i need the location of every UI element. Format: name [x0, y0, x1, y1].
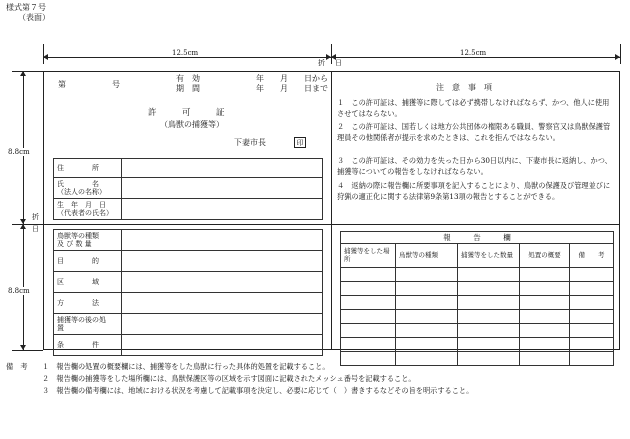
report-cell[interactable] [570, 352, 614, 366]
report-cell[interactable] [520, 282, 570, 296]
report-cell[interactable] [520, 324, 570, 338]
validity-from: 年 月 日から [256, 74, 328, 83]
validity-to: 年 月 日まで [256, 84, 328, 93]
note-item-1: １ この許可証は、捕獲等に際しては必ず携帯しなければならず、かつ、他人に使用させてはならない。 [337, 98, 610, 119]
report-col-place: 捕獲等をした場所 [341, 244, 396, 268]
remark-item-2: ２ 報告欄の捕獲等をした場所欄には、鳥獣保護区等の区域を示す図面に記載されたメッシュ番号を記載すること。 [42, 374, 416, 383]
row-label-name: 氏 名 （法人の名称） [54, 178, 122, 199]
report-cell[interactable] [341, 296, 396, 310]
report-cell[interactable] [396, 352, 458, 366]
report-cell[interactable] [396, 296, 458, 310]
report-cell[interactable] [570, 296, 614, 310]
remarks-label: 備 考 [6, 362, 28, 371]
report-cell[interactable] [570, 338, 614, 352]
report-cell[interactable] [520, 296, 570, 310]
width-right-label: 12.5cm [460, 49, 487, 57]
row-label-conditions: 条 件 [54, 335, 122, 356]
report-col-summary: 処置の概要 [520, 244, 570, 268]
permit-title: 許 可 証 [148, 108, 225, 118]
report-cell[interactable] [570, 324, 614, 338]
report-cell[interactable] [341, 324, 396, 338]
address-value[interactable] [122, 159, 323, 178]
fold-day-label-h: 日 [335, 59, 342, 67]
capture-table [53, 229, 323, 356]
height-top-label: 8.8cm [8, 148, 30, 156]
validity-label-1: 有 効 [176, 74, 200, 83]
remark-item-3: ３ 報告欄の備考欄には、地域における状況を考慮して記載事項を決定し、必要に応じて（ ）書きするなどその旨を明示すること。 [42, 386, 474, 395]
fold-middle-line [43, 224, 620, 225]
fold-label-v: 折 [32, 213, 39, 221]
validity-label-2: 期 間 [176, 84, 200, 93]
row-label-method: 方 法 [54, 293, 122, 314]
row-label-species: 鳥獣等の種類 及 び 数 量 [54, 230, 122, 251]
note-item-4: ４ 返納の際に報告欄に所要事項を記入することにより、鳥獣の保護及び管理並びに狩猟の適正化に関する法律第9条第13項の報告とすることができる。 [337, 181, 611, 202]
report-cell[interactable] [458, 352, 520, 366]
fold-label-h: 折 [318, 59, 325, 67]
conditions-value[interactable] [122, 335, 323, 356]
report-row [341, 268, 614, 282]
report-cell[interactable] [520, 338, 570, 352]
report-title: 報 告 欄 [341, 232, 614, 244]
name-value[interactable] [122, 178, 323, 199]
notes-title: 注 意 事 項 [436, 83, 492, 92]
seal-mark: 印 [294, 137, 306, 148]
report-cell[interactable] [341, 310, 396, 324]
report-cell[interactable] [458, 324, 520, 338]
report-cell[interactable] [458, 282, 520, 296]
purpose-value[interactable] [122, 251, 323, 272]
report-cell[interactable] [520, 268, 570, 282]
permit-number-label: 第 [58, 80, 66, 89]
report-cell[interactable] [570, 282, 614, 296]
report-cell[interactable] [341, 268, 396, 282]
applicant-table [53, 158, 323, 220]
report-cell[interactable] [396, 338, 458, 352]
report-table [340, 231, 614, 366]
width-left-label: 12.5cm [172, 49, 199, 57]
report-cell[interactable] [520, 352, 570, 366]
after-capture-value[interactable] [122, 314, 323, 335]
birthdate-value[interactable] [122, 199, 323, 220]
note-item-2: ２ この許可証は、国若しくは地方公共団体の権限ある職員、警察官又は鳥獣保護管理員その他関係者が提示を求めたときは、これを拒んではならない。 [337, 122, 611, 143]
form-number: 様式第７号 [6, 3, 46, 12]
method-value[interactable] [122, 293, 323, 314]
report-row [341, 338, 614, 352]
permit-number-suffix: 号 [112, 80, 120, 89]
report-cell[interactable] [570, 310, 614, 324]
height-bottom-label: 8.8cm [8, 287, 30, 295]
row-label-area: 区 域 [54, 272, 122, 293]
report-col-remarks: 備 考 [570, 244, 614, 268]
fold-day-label-v: 日 [32, 225, 39, 233]
report-col-species: 鳥獣等の種類 [396, 244, 458, 268]
report-cell[interactable] [458, 268, 520, 282]
issuer-name: 下妻市長 [234, 138, 266, 147]
report-cell[interactable] [520, 310, 570, 324]
species-value[interactable] [122, 230, 323, 251]
row-label-address: 住 所 [54, 159, 122, 178]
form-side: （表面） [18, 13, 50, 22]
report-row [341, 352, 614, 366]
report-row [341, 282, 614, 296]
report-cell[interactable] [341, 338, 396, 352]
report-cell[interactable] [396, 282, 458, 296]
remark-item-1: １ 報告欄の処置の概要欄には、捕獲等をした鳥獣に行った具体的処置を記載すること。 [42, 362, 330, 371]
row-label-birthdate: 生 年 月 日 （代表者の氏名） [54, 199, 122, 220]
report-row [341, 310, 614, 324]
note-item-3: ３ この許可証は、その効力を失った日から30日以内に、下妻市長に返納し、かつ、捕獲等についての報告をしなければならない。 [337, 156, 612, 177]
report-cell[interactable] [570, 268, 614, 282]
report-cell[interactable] [341, 352, 396, 366]
row-label-after-capture: 捕獲等の後の処 置 [54, 314, 122, 335]
report-row [341, 324, 614, 338]
report-cell[interactable] [458, 310, 520, 324]
permit-subtitle: （鳥獣の捕獲等） [160, 120, 224, 129]
report-col-quantity: 捕獲等をした数量 [458, 244, 520, 268]
report-cell[interactable] [458, 338, 520, 352]
report-cell[interactable] [341, 282, 396, 296]
report-cell[interactable] [396, 310, 458, 324]
report-row [341, 296, 614, 310]
report-cell[interactable] [396, 268, 458, 282]
report-cell[interactable] [396, 324, 458, 338]
area-value[interactable] [122, 272, 323, 293]
report-cell[interactable] [458, 296, 520, 310]
row-label-purpose: 目 的 [54, 251, 122, 272]
fold-center-line [331, 71, 332, 350]
